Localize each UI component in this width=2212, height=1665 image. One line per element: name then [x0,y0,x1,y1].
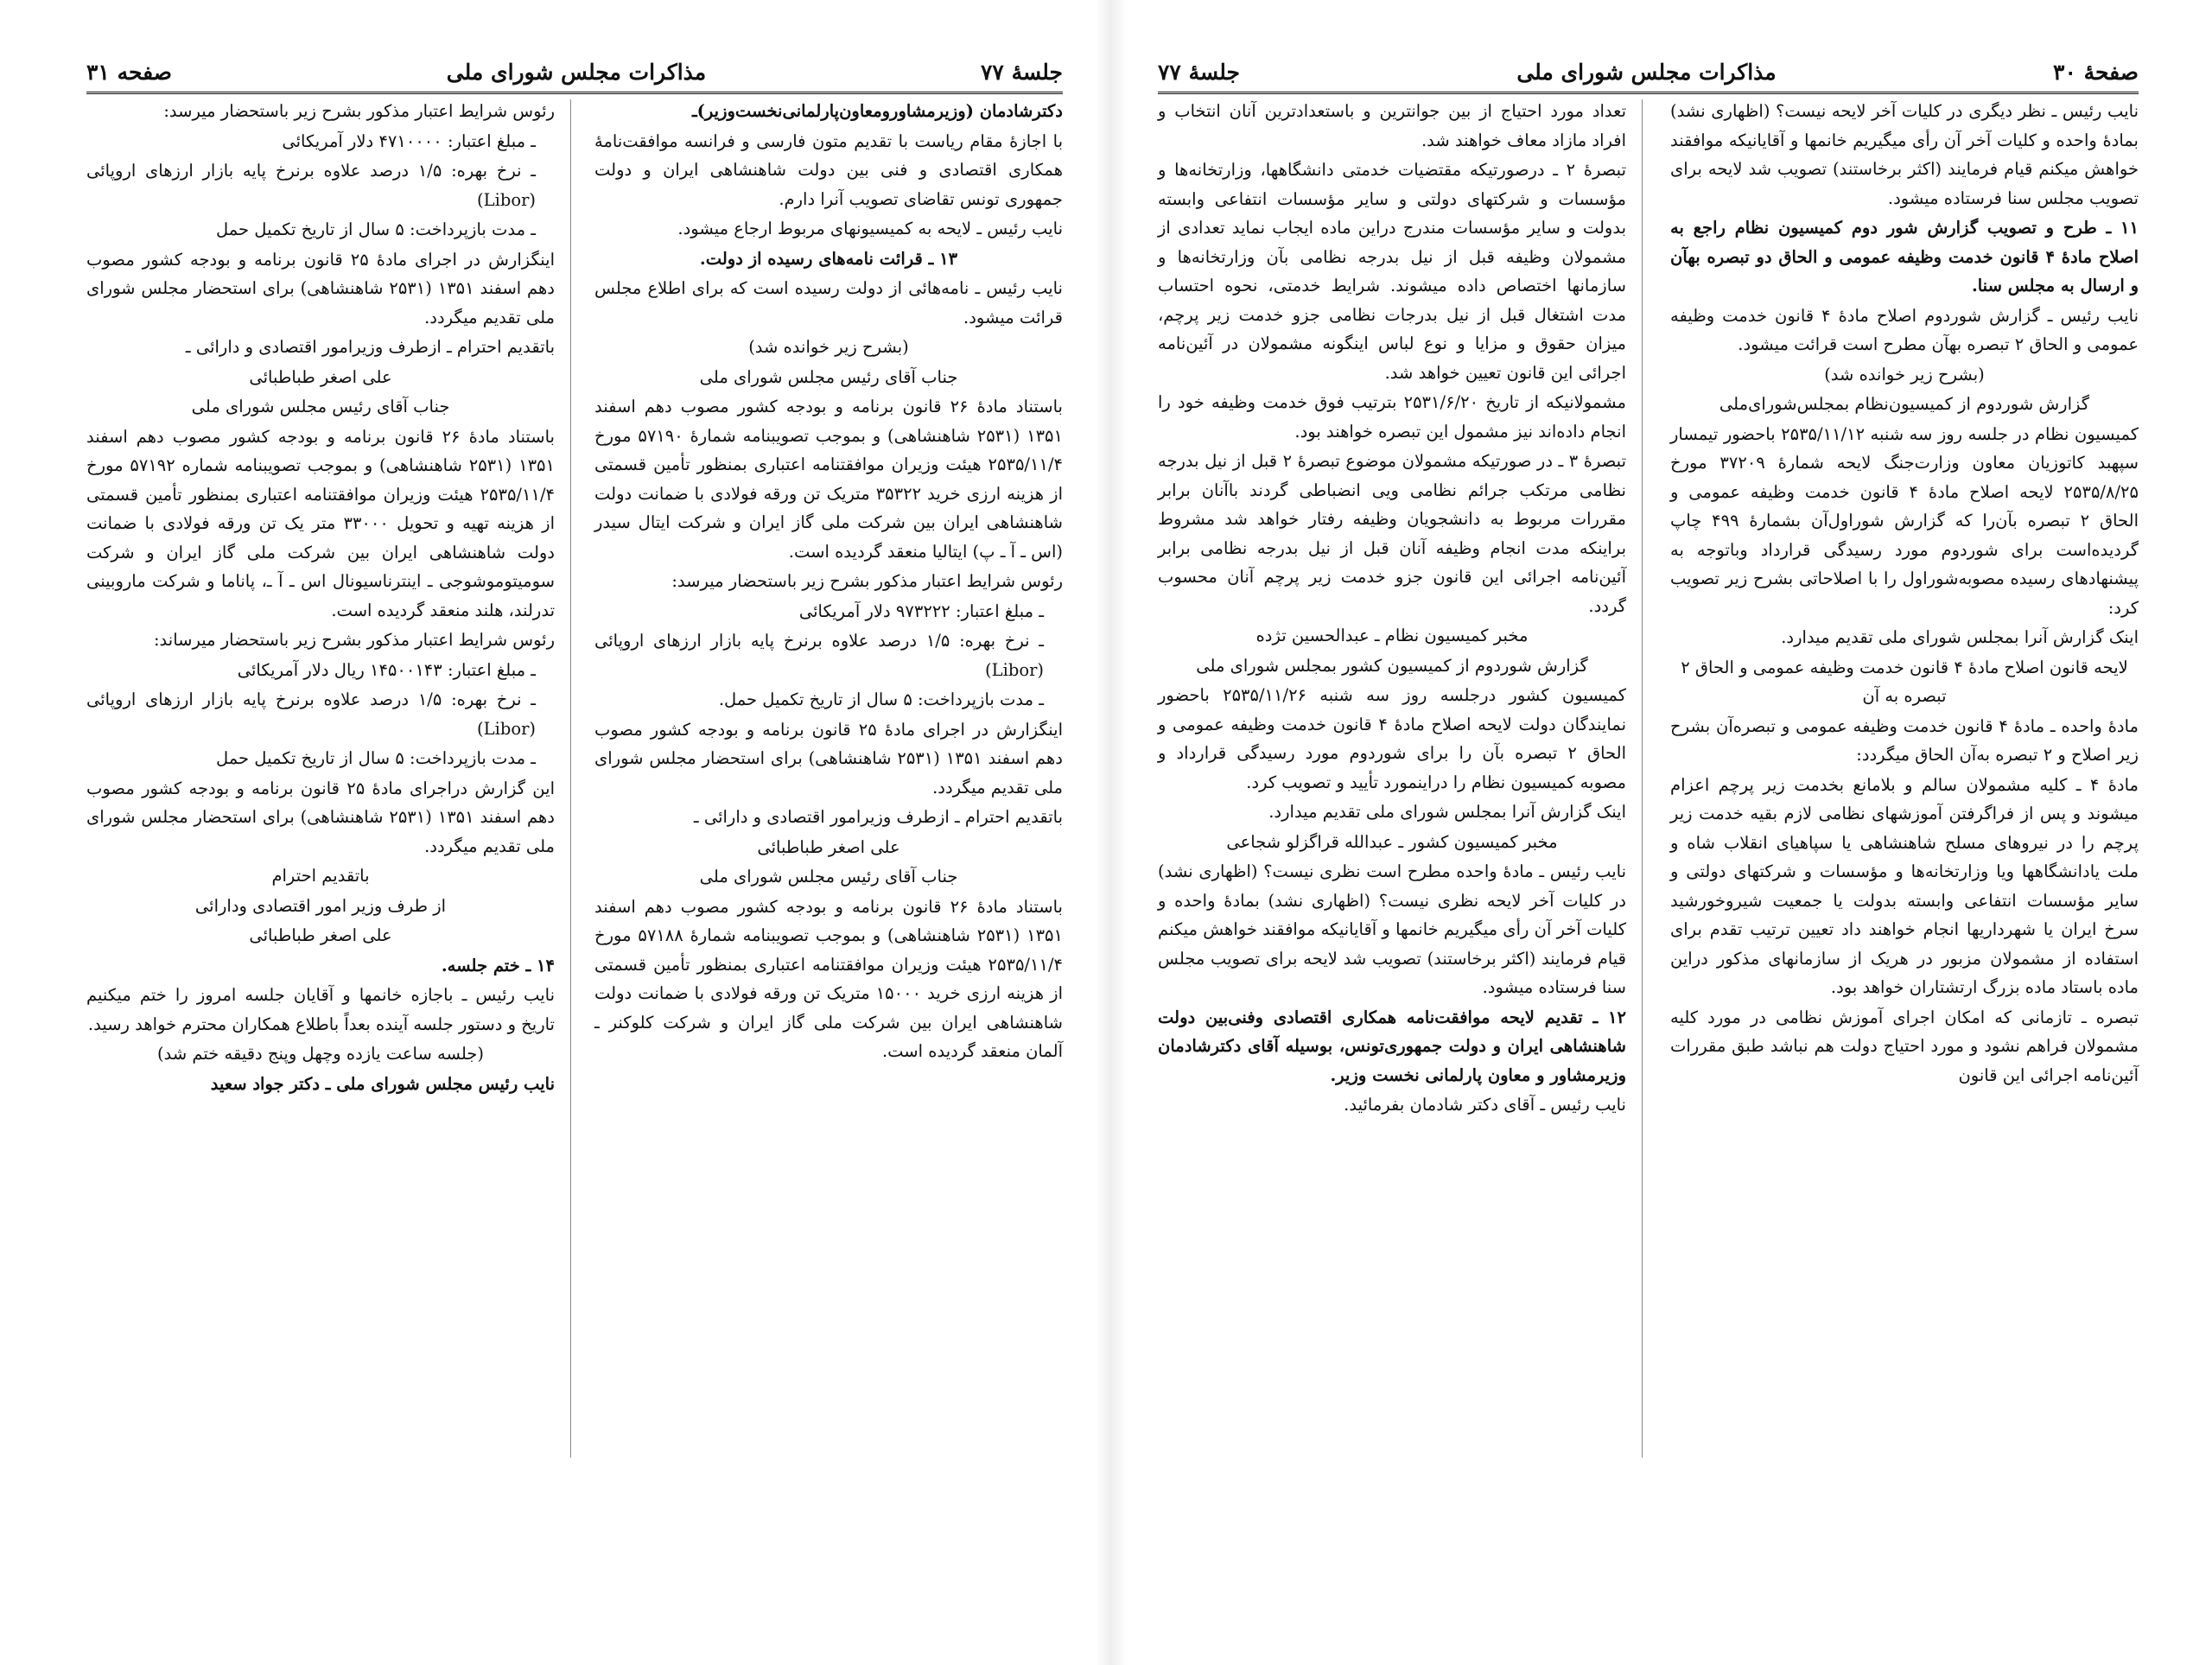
salutation: جناب آقای رئیس مجلس شورای ملی [699,867,958,887]
column-right [594,97,1063,1067]
paragraph: رئوس شرایط اعتبار مذکور بشرح زیر باستحضار میرساند: [153,630,555,650]
paragraph: نایب رئیس ـ باجازه خانمها و آقایان جلسه امروز را ختم میکنیم تاریخ و دستور جلسه آینده بعداً باطلاع همکاران محترم خواهد رسید. [86,985,555,1034]
paragraph: نایب رئیس ـ گزارش شوردوم اصلاح مادهٔ ۴ قانون خدمت وظیفه عمومی و الحاق ۲ تبصره بهآن مطرح است قرائت میشود. [1670,305,2139,354]
paragraph: تبصرهٔ ۲ ـ درصورتیکه مقتضیات خدمتی دانشگاهها، وزارتخانه‌ها و مؤسسات و شرکتهای دولتی و سایر مؤسسات انتفاعی وابسته بدولت و سایر مؤسسات مندرج دراین ماده ایجاب نماید تعدادی از مشمولان وظیفه قبل از نیل بدرجه نظامی بآن وزارتخانه‌ها و سازمانها اختصاص داده میشوند. شرایط خدمتی، نحوه احتساب مدت اشتغال قبل از نیل بدرجات نظامی جزو خدمت زیر پرچم، میزان حقوق و مزایا و نوع لباس اینگونه مشمولان در آئین‌نامه اجرائی این قانون تعیین خواهد شد. [1158,160,1626,383]
closing: از طرف وزیر امور اقتصادی ودارائی [194,895,447,916]
column-right [1670,97,2139,1090]
list-item: ـ نرخ بهره: ۱/۵ درصد علاوه برنرخ پایه بازار ارزهای اروپائی (Libor) [86,690,536,739]
journal-title: مذاکرات مجلس شورای ملی [446,59,707,85]
signature: مخبر کمیسیون نظام ـ عبدالحسین تژده [1255,626,1529,645]
salutation: گزارش شوردوم از کمیسیون‌نظام بمجلس‌شورای‌ملی [1719,394,2090,414]
paragraph: نایب رئیس ـ نظر دیگری در کلیات آخر لایحه نیست؟ (اظهاری نشد) بمادهٔ واحده و کلیات آخر آن رأی میگیریم خانمها و آقایانیکه موافقند خواهش میکنم قیام فرمایند (اکثر برخاستند) تصویب شد لایحه برای تصویب مجلس سنا فرستاده میشود. [1670,101,2139,208]
paragraph: تبصره ـ تازمانی که امکان اجرای آموزش نظامی در مورد کلیه مشمولان فراهم نشود و مورد احتیاج دولت هم نباشد طبق مقررات آئین‌نامه اجرائی این قانون [1670,1007,2139,1085]
paragraph: اینگزارش در اجرای مادهٔ ۲۵ قانون برنامه و بودجه کشور مصوب دهم اسفند ۱۳۵۱ (۲۵۳۱ شاهنشاهی) برای استحضار مجلس شورای ملی تقدیم میگردد. [86,249,555,327]
paragraph: کمیسیون کشور درجلسه روز سه شنبه ۲۵۳۵/۱۱/۲۶ باحضور نمایندگان دولت لایحه اصلاح مادهٔ ۴ قانون خدمت وظیفه عمومی و الحاق ۲ تبصره بآن را برای شوردوم مورد رسیدگی قرارداد و مصوبه کمیسیون نظام را دراینمورد تأیید و تصویب کرد. [1158,685,1626,792]
column-divider [570,99,571,1458]
paragraph: باتقدیم احترام ـ ازطرف وزیرامور اقتصادی و دارائی ـ [185,337,555,357]
signature: علی اصغر طباطبائی [249,925,392,945]
session-label: جلسهٔ ۷۷ [981,59,1063,85]
paragraph: این گزارش دراجرای مادهٔ ۲۵ قانون برنامه و بودجه کشور مصوب دهم اسفند ۱۳۵۱ (۲۵۳۱ شاهنشاهی) برای استحضار مجلس شورای ملی تقدیم میگردد. [86,778,555,856]
paragraph: باستناد مادهٔ ۲۶ قانون برنامه و بودجه کشور مصوب دهم اسفند ۱۳۵۱ (۲۵۳۱ شاهنشاهی) و بموجب تصویبنامه شمارهٔ ۵۷۱۸۸ مورخ ۲۵۳۵/۱۱/۴ هیئت وزیران موافقتنامه اعتباری بمنظور تأمین قسمتی از هزینه ارزی خرید ۱۵۰۰۰ متریک تن ورقه فولادی با ضمانت دولت شاهنشاهی ایران بین شرکت ملی گاز ایران و شرکت کلوکنر ـ آلمان منعقد گردیده است. [594,896,1063,1061]
list-item: ـ نرخ بهره: ۱/۵ درصد علاوه برنرخ پایه بازار ارزهای اروپائی (Libor) [594,631,1044,680]
paragraph: باتقدیم احترام ـ ازطرف وزیرامور اقتصادی و دارائی ـ [693,807,1063,827]
list-item: ـ مدت بازپرداخت: ۵ سال از تاریخ تکمیل حمل [216,748,536,768]
section-heading: ۱۲ ـ تقدیم لایحه موافقت‌نامه همکاری اقتصادی وفنی‌بین دولت شاهنشاهی ایران و دولت جمهوری‌تونس، بوسیله آقای دکترشادمان وزیرمشاور و معاون پارلمانی نخست وزیر. [1158,1007,1626,1085]
paragraph: کمیسیون نظام در جلسه روز سه شنبه ۲۵۳۵/۱۱/۱۲ باحضور تیمسار سپهبد کاتوزیان معاون وزارت‌جنگ لایحه شمارهٔ ۳۷۲۰۹ مورخ ۲۵۳۵/۸/۲۵ لایحه اصلاح مادهٔ ۴ قانون خدمت وظیفه عمومی و الحاق ۲ تبصره بآن‌را که گزارش شوراول‌آن بشمارهٔ ۴۹۹ چاپ گردیده‌است برای شوردوم مورد رسیدگی قرارداد وباتوجه به پیشنهادهای رسیده مصوبه‌شوراول را با اصلاحاتی بشرح زیر تصویب کرد: [1670,423,2139,618]
paragraph: رئوس شرایط اعتبار مذکور بشرح زیر باستحضار میرسد: [671,571,1063,591]
page-31 [86,0,1063,1665]
paragraph: اینک گزارش آنرا بمجلس شورای ملی تقدیم میدارد. [1268,802,1626,822]
paragraph: اینگزارش در اجرای مادهٔ ۲۵ قانون برنامه و بودجه کشور مصوب دهم اسفند ۱۳۵۱ (۲۵۳۱ شاهنشاهی) برای استحضار مجلس شورای ملی تقدیم میگردد. [594,719,1063,798]
list-item: ـ مبلغ اعتبار: ۱۴۵۰۰۱۴۳ ریال دلار آمریکائی [237,659,536,680]
session-label: جلسهٔ ۷۷ [1158,59,1240,85]
salutation: گزارش شوردوم از کمیسیون کشور بمجلس شورای ملی [1196,655,1588,676]
page-30 [1158,0,2139,1665]
column-left [1158,97,1626,1121]
bill-title: لایحه قانون اصلاح مادهٔ ۴ قانون خدمت وظیفه عمومی و الحاق ۲ تبصره به آن [1681,657,2128,706]
closing: باتقدیم احترام [271,866,370,886]
paragraph: رئوس شرایط اعتبار مذکور بشرح زیر باستحضار میرسد: [163,101,555,121]
page-header [86,52,1063,94]
list-item: ـ مبلغ اعتبار: ۹۷۳۲۲۲ دلار آمریکائی [798,601,1044,621]
signature: علی اصغر طباطبائی [249,366,392,387]
page-number: صفحهٔ ۳۰ [2053,59,2139,85]
list-item: ـ نرخ بهره: ۱/۵ درصد علاوه برنرخ پایه بازار ارزهای اروپائی (Libor) [86,161,536,210]
list-item: ـ مدت بازپرداخت: ۵ سال از تاریخ تکمیل حمل [216,219,536,239]
note: (بشرح زیر خوانده شد) [748,337,909,357]
paragraph: نایب رئیس ـ لایحه به کمیسیونهای مربوط ارجاع میشود. [677,219,1063,238]
note: (بشرح زیر خوانده شد) [1824,364,1985,384]
salutation: جناب آقای رئیس مجلس شورای ملی [699,366,958,387]
signature: علی اصغر طباطبائی [757,836,900,857]
paragraph: باستناد مادهٔ ۲۶ قانون برنامه و بودجه کشور مصوب دهم اسفند ۱۳۵۱ (۲۵۳۱ شاهنشاهی) و بموجب تصویبنامه شماره ۵۷۱۹۲ مورخ ۲۵۳۵/۱۱/۴ هیئت وزیران موافقتنامه اعتباری بمنظور تأمین قسمتی از هزینه تهیه و تحویل ۳۳۰۰۰ متر یک تن ورقه فولادی با ضمانت دولت شاهنشاهی ایران بین شرکت ملی گاز ایران و شرکت سومیتوموشوجی ـ اینترناسیونال اس ـ آ ـ، پاناما و شرکت ماروبینی تدرلند، هلند منعقد گردیده است. [86,426,555,620]
section-heading: ۱۴ ـ ختم جلسه. [441,955,555,975]
paragraph: نایب رئیس ـ مادهٔ واحده مطرح است نظری نیست؟ (اظهاری نشد) در کلیات آخر لایحه نظری نیست؟ (اظهاری نشد) بمادهٔ واحده و کلیات آخر آن رأی میگیریم خانمها و آقایانیکه موافقند خواهش میکنم قیام فرمایند (اکثر برخاستند) تصویب شد لایحه برای تصویب مجلس سنا فرستاده میشود. [1158,861,1626,997]
column-divider [1642,99,1643,1458]
paragraph: مشمولانیکه از تاریخ ۲۵۳۱/۶/۲۰ بترتیب فوق خدمت وظیفه خود را انجام داده‌اند نیز مشمول این تبصره خواهند بود. [1158,392,1626,442]
page-header [1158,52,2139,94]
paragraph: با اجازهٔ مقام ریاست با تقدیم متون فارسی و فرانسه موافقت‌نامهٔ همکاری اقتصادی و فنی بین دولت شاهنشاهی ایران و دولت جمهوری تونس تقاضای تصویب آنرا دارم. [594,130,1063,209]
page-fold [1096,0,1127,1665]
section-heading: ۱۱ ـ طرح و تصویب گزارش شور دوم کمیسیون نظام راجع به اصلاح مادهٔ ۴ قانون خدمت وظیفه عمومی و الحاق دو تبصره بهآن و ارسال به مجلس سنا. [1670,218,2139,296]
salutation: جناب آقای رئیس مجلس شورای ملی [191,397,450,416]
paragraph: مادهٔ ۴ ـ کلیه مشمولان سالم و بلامانع بخدمت زیر پرچم اعزام میشوند و پس از فراگرفتن آموزشهای نظامی لازم بقیه خدمت زیر پرچم را در نیروهای مسلح شاهنشاهی یا سپاهیای انقلاب شاه و ملت یادانشگاهها ویا وزارتخانه‌ها و مؤسسات و شرکتهای دولتی و سایر مؤسسات انتفاعی وابسته بدولت یا جمعیت شیروخورشید سرخ ایران یا شهرداریها انجام خواهند داد تعیین ترتیب تقدم برای استفاده از مشمولان مزبور در هریک از سازمانهای مذکور دراین ماده باستاد ماده بزرگ ارتشتاران خواهد بود. [1670,774,2139,997]
signature: نایب رئیس مجلس شورای ملی ـ دکتر جواد سعید [210,1073,555,1094]
paragraph: نایب رئیس ـ آقای دکتر شادمان بفرمائید. [1344,1095,1626,1115]
paragraph: باستناد مادهٔ ۲۶ قانون برنامه و بودجه کشور مصوب دهم اسفند ۱۳۵۱ (۲۵۳۱ شاهنشاهی) و بموجب تصویبنامه شمارهٔ ۵۷۱۹۰ مورخ ۲۵۳۵/۱۱/۴ هیئت وزیران موافقتنامه اعتباری بمنظور تأمین قسمتی از هزینه ارزی خرید ۳۵۳۲۲ متریک تن ورقه فولادی با ضمانت دولت شاهنشاهی ایران بین شرکت ملی گاز ایران و شرکت ایتال سیدر (اس ـ آ ـ پ) ایتالیا منعقد گردیده است. [594,397,1063,562]
paragraph: تعداد مورد احتیاج از بین جوانترین و باستعدادترین آنان انتخاب و افراد مازاد معاف خواهند شد. [1158,101,1626,150]
speaker-line: دکترشادمان (وزیرمشاورومعاون‌پارلمانی‌نخست‌وزیر)ـ [691,101,1063,121]
page-number: صفحه ۳۱ [86,59,172,85]
column-left [86,97,555,1099]
paragraph: تبصرهٔ ۳ ـ در صورتیکه مشمولان موضوع تبصرهٔ ۲ قبل از نیل بدرجه نظامی مرتکب جرائم نظامی ویی انضباطی گردند باآنان برابر مقررات مربوط به دانشجویان وظیفه رفتار خواهد شد مشروط براینکه مدت انجام وظیفه آنان قبل از نیل بدرجه نظامی برابر آئین‌نامه اجرائی این قانون جزو خدمت زیر پرچم آنان محسوب گردد. [1158,451,1626,616]
note: (جلسه ساعت یازده وچهل وپنج دقیقه ختم شد) [157,1044,484,1064]
paragraph: نایب رئیس ـ نامه‌هائی از دولت رسیده است که برای اطلاع مجلس قرائت میشود. [594,278,1063,327]
paragraph: اینک گزارش آنرا بمجلس شورای ملی تقدیم میدارد. [1781,627,2139,647]
list-item: ـ مدت بازپرداخت: ۵ سال از تاریخ تکمیل حمل. [718,690,1044,709]
list-item: ـ مبلغ اعتبار: ۴۷۱۰۰۰۰ دلار آمریکائی [282,130,536,151]
paragraph: مادهٔ واحده ـ مادهٔ ۴ قانون خدمت وظیفه عمومی و تبصره‌آن بشرح زیر اصلاح و ۲ تبصره به‌آن الحاق میگردد: [1670,715,2139,765]
signature: مخبر کمیسیون کشور ـ عبدالله قراگزلو شجاعی [1226,831,1558,852]
journal-title: مذاکرات مجلس شورای ملی [1516,59,1777,85]
section-heading: ۱۳ ـ قرائت نامه‌های رسیده از دولت. [699,248,958,269]
